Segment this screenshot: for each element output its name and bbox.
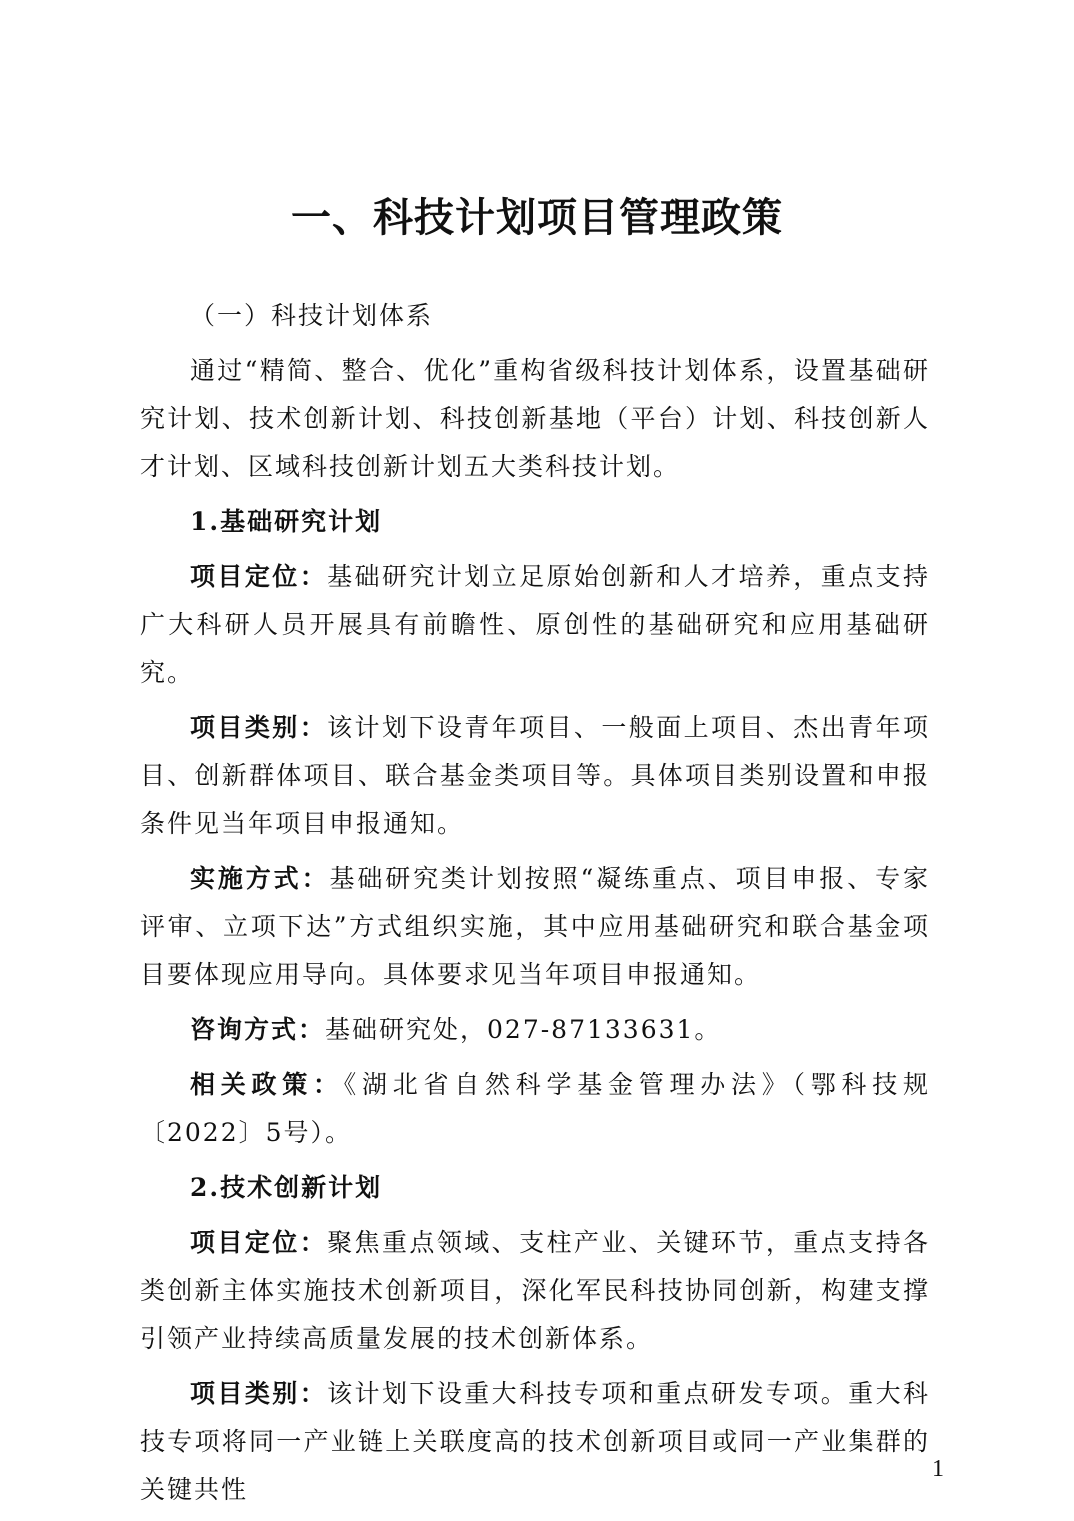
page-title: 一、科技计划项目管理政策 bbox=[291, 194, 783, 241]
category-text: 该计划下设重大科技专项和重点研发专项。重大科技专项将同一产业链上关联度高的技术创新项目或同一产业集群的关键共性 bbox=[140, 1379, 930, 1504]
plan-1-heading: 1.基础研究计划 bbox=[190, 507, 383, 536]
plan-2-heading: 2.技术创新计划 bbox=[190, 1173, 383, 1202]
positioning-text: 聚焦重点领域、支柱产业、关键环节，重点支持各类创新主体实施技术创新项目，深化军民科技协同创新，构建支撑引领产业持续高质量发展的技术创新体系。 bbox=[140, 1228, 930, 1353]
method-label: 实施方式： bbox=[190, 864, 330, 893]
category-label: 项目类别： bbox=[190, 1379, 328, 1408]
positioning-label: 项目定位： bbox=[190, 562, 328, 591]
plan-1-positioning-paragraph bbox=[140, 553, 930, 697]
policy-text: 《湖北省自然科学基金管理办法》（鄂科技规〔2022〕5号）。 bbox=[140, 1070, 930, 1147]
category-text: 该计划下设青年项目、一般面上项目、杰出青年项目、创新群体项目、联合基金类项目等。具体项目类别设置和申报条件见当年项目申报通知。 bbox=[140, 713, 930, 838]
consult-label: 咨询方式： bbox=[190, 1015, 326, 1044]
consult-text: 基础研究处，027-87133631。 bbox=[325, 1015, 722, 1044]
plan-1-consult-paragraph bbox=[140, 1006, 930, 1054]
plan-1-method-paragraph bbox=[140, 855, 930, 999]
positioning-label: 项目定位： bbox=[190, 1228, 328, 1257]
plan-1-policy-paragraph bbox=[140, 1061, 930, 1157]
plan-2-category-paragraph bbox=[140, 1370, 930, 1514]
document-body bbox=[140, 292, 930, 1521]
plan-2-positioning-paragraph bbox=[140, 1219, 930, 1363]
positioning-text: 基础研究计划立足原始创新和人才培养，重点支持广大科研人员开展具有前瞻性、原创性的基础研究和应用基础研究。 bbox=[140, 562, 930, 687]
page-number: 1 bbox=[932, 1456, 944, 1482]
section-intro-paragraph: 通过“精简、整合、优化”重构省级科技计划体系，设置基础研究计划、技术创新计划、科技创新基地（平台）计划、科技创新人才计划、区域科技创新计划五大类科技计划。 bbox=[140, 356, 930, 481]
plan-1-category-paragraph bbox=[140, 704, 930, 848]
method-text: 基础研究类计划按照“凝练重点、项目申报、专家评审、立项下达”方式组织实施，其中应用基础研究和联合基金项目要体现应用导向。具体要求见当年项目申报通知。 bbox=[140, 864, 930, 989]
section-heading: （一）科技计划体系 bbox=[190, 301, 434, 330]
policy-label: 相关政策： bbox=[190, 1070, 344, 1099]
category-label: 项目类别： bbox=[190, 713, 328, 742]
